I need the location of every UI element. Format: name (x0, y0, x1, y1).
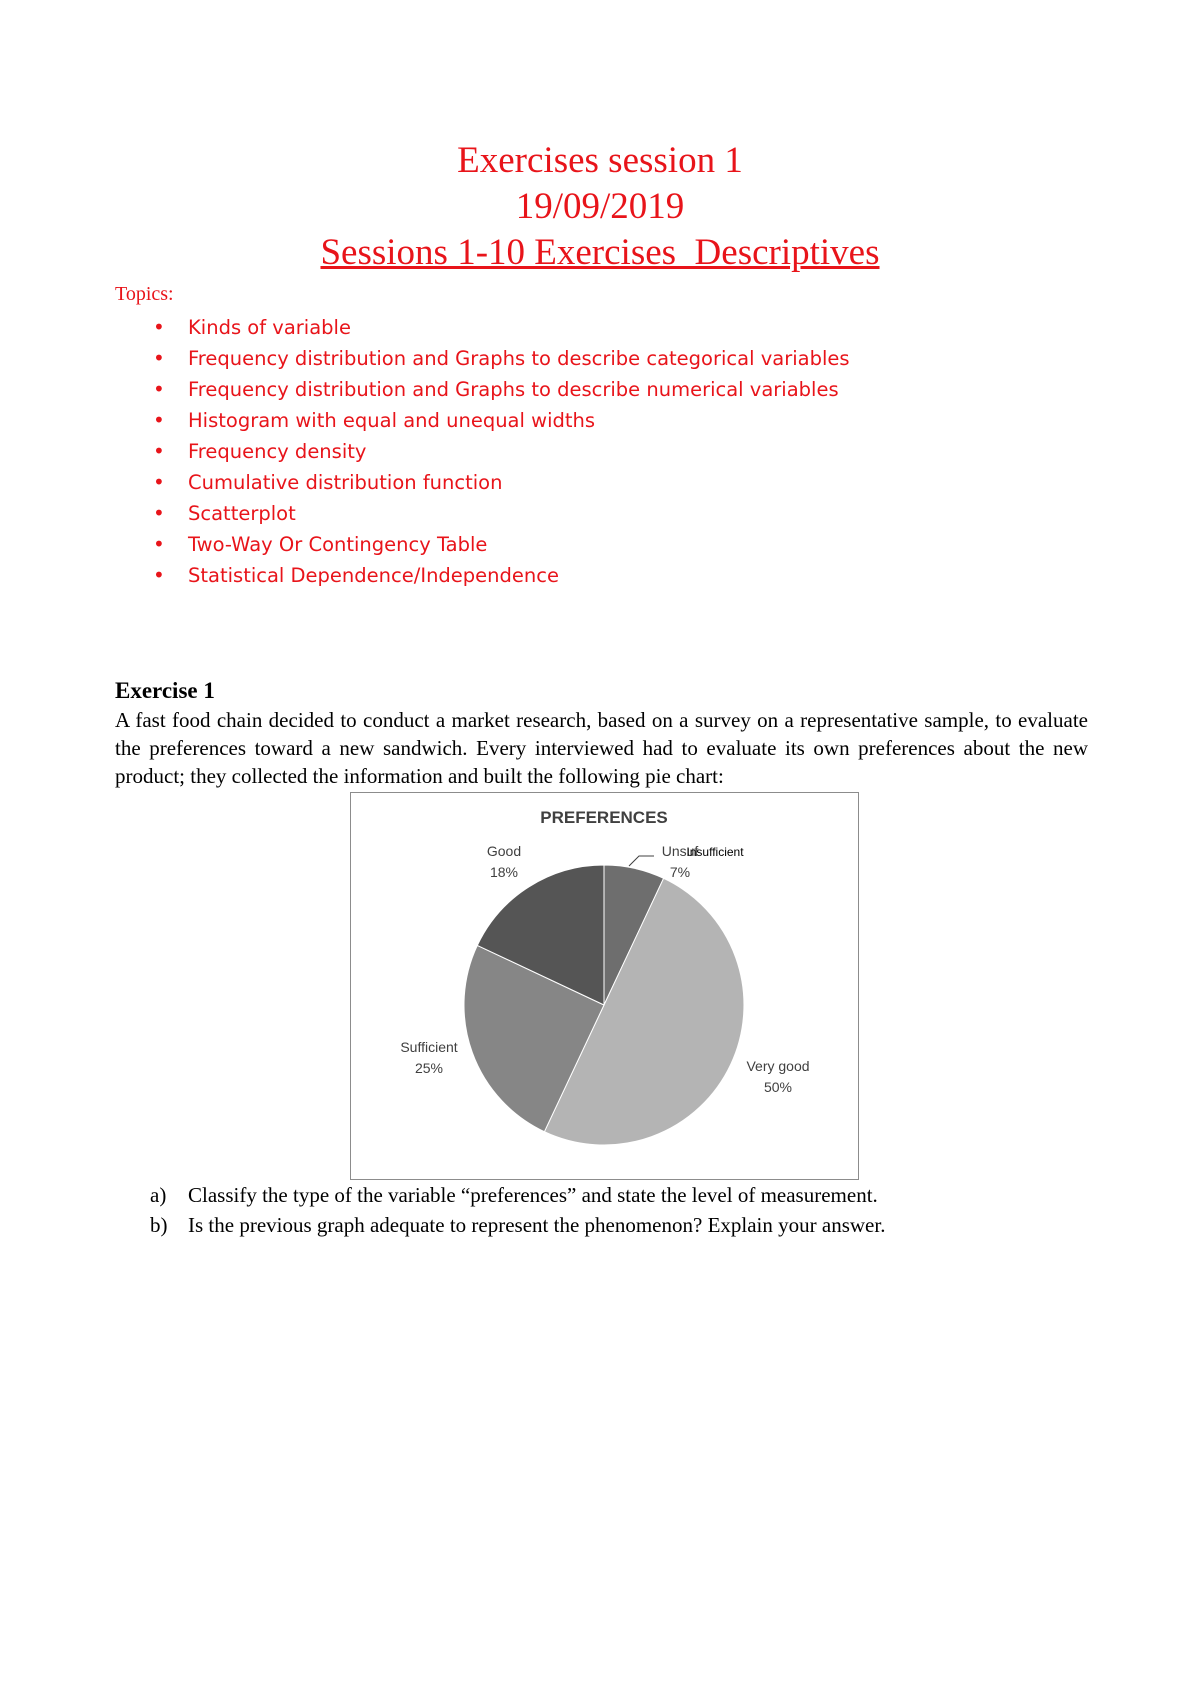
exercise-heading: Exercise 1 (115, 678, 215, 703)
topic-item: • Frequency density (150, 436, 850, 467)
topics-label: Topics: (115, 283, 174, 305)
document-header (0, 138, 1200, 276)
topic-item: • Frequency distribution and Graphs to describe categorical variables (150, 343, 850, 374)
pie-chart (351, 793, 858, 1179)
topic-item: • Two-Way Or Contingency Table (150, 529, 850, 560)
chart-title: PREFERENCES (540, 808, 668, 827)
topic-item: • Kinds of variable (150, 312, 850, 343)
question-text: Classify the type of the variable “preferences” and state the level of measurement. (188, 1183, 878, 1207)
slice-label: Good (486, 843, 522, 859)
document-subtitle: Sessions 1-10 Exercises_Descriptives (320, 232, 880, 273)
slice-label: Sufficient (400, 1039, 458, 1055)
topic-item: • Cumulative distribution function (150, 467, 850, 498)
question-item (150, 1180, 885, 1210)
slice-label: Very good (746, 1058, 810, 1074)
slice-percent-label: 50% (763, 1079, 793, 1095)
topic-item: • Statistical Dependence/Independence (150, 560, 850, 591)
question-text: Is the previous graph adequate to represent the phenomenon? Explain your answer. (188, 1213, 886, 1237)
document-title: Exercises session 1 (457, 140, 743, 181)
topic-item: • Frequency distribution and Graphs to describe numerical variables (150, 374, 850, 405)
question-marker: a) (150, 1183, 167, 1207)
question-list (150, 1180, 885, 1240)
topic-item: • Histogram with equal and unequal widths (150, 405, 850, 436)
slice-percent-label: 25% (414, 1060, 444, 1076)
leader-line (629, 856, 654, 866)
chart-annotation: Insufficient (686, 845, 744, 859)
slice-label: Unsuf (661, 843, 699, 859)
document-date: 19/09/2019 (515, 186, 685, 227)
question-item (150, 1210, 885, 1240)
exercise-text: A fast food chain decided to conduct a market research, based on a survey on a representative sample, to evaluate the preferences toward a new sandwich. Every interviewed had to evaluate its own preferences about the new product; they collected the information and built the following pie chart: (115, 708, 1088, 788)
slice-percent-label: 7% (669, 864, 691, 880)
pie-chart-frame (350, 792, 859, 1180)
topics-list (150, 312, 850, 591)
question-marker: b) (150, 1213, 168, 1237)
topic-item: • Scatterplot (150, 498, 850, 529)
slice-percent-label: 18% (489, 864, 519, 880)
